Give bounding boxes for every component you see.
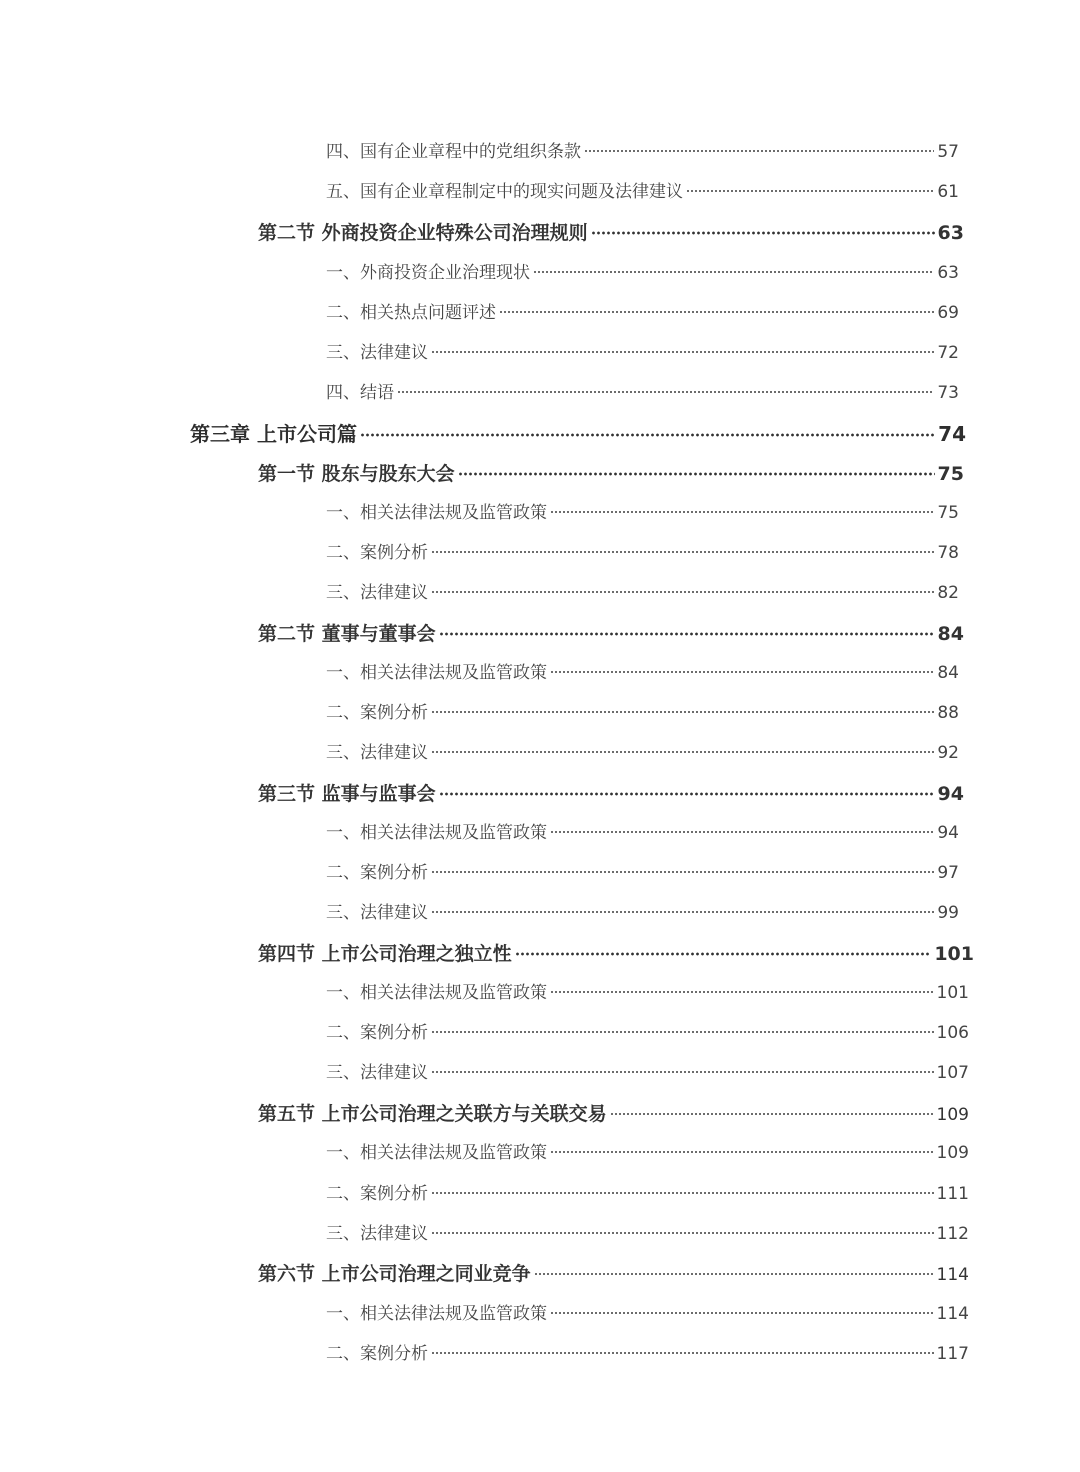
toc-entry-page: 107 <box>936 1063 969 1083</box>
dot-leader <box>431 1191 934 1195</box>
toc-entry-title: 三、法律建议 <box>326 343 428 363</box>
toc-section-page: 84 <box>937 623 964 645</box>
dot-leader <box>534 1272 934 1276</box>
toc-entry-title: 四、结语 <box>326 383 394 403</box>
dot-leader <box>431 1231 934 1235</box>
toc-section[interactable] <box>258 459 964 489</box>
toc-entry-page: 117 <box>936 1344 969 1364</box>
toc-entry[interactable] <box>326 1219 969 1249</box>
toc-entry[interactable] <box>326 1179 969 1209</box>
toc-entry-page: 94 <box>937 823 959 843</box>
toc-entry-title: 一、相关法律法规及监管政策 <box>326 1143 547 1163</box>
dot-leader <box>431 1351 934 1355</box>
toc-entry-title: 一、外商投资企业治理现状 <box>326 263 530 283</box>
toc-section-page: 63 <box>937 222 964 244</box>
dot-leader <box>550 830 934 834</box>
toc-entry-title: 三、法律建议 <box>326 1063 428 1083</box>
dot-leader <box>431 710 934 714</box>
toc-entry[interactable] <box>326 1138 969 1168</box>
dot-leader <box>431 550 934 554</box>
toc-entry-page: 63 <box>937 263 959 283</box>
dot-leader <box>550 990 934 994</box>
dot-leader <box>550 1150 934 1154</box>
toc-section[interactable] <box>258 1259 969 1289</box>
toc-section-title: 第三节 监事与监事会 <box>258 783 436 805</box>
toc-section-title: 第二节 董事与董事会 <box>258 623 436 645</box>
dot-leader <box>686 189 934 193</box>
toc-entry-page: 106 <box>936 1023 969 1043</box>
toc-entry-title: 五、国有企业章程制定中的现实问题及法律建议 <box>326 182 683 202</box>
toc-entry-title: 二、案例分析 <box>326 863 428 883</box>
toc-entry[interactable] <box>326 338 959 368</box>
toc-entry-title: 一、相关法律法规及监管政策 <box>326 1304 547 1324</box>
dot-leader <box>550 510 934 514</box>
toc-entry-title: 二、案例分析 <box>326 1344 428 1364</box>
toc-entry-title: 三、法律建议 <box>326 903 428 923</box>
toc-entry[interactable] <box>326 658 959 688</box>
toc-entry-title: 一、相关法律法规及监管政策 <box>326 503 547 523</box>
toc-entry-title: 四、国有企业章程中的党组织条款 <box>326 142 581 162</box>
toc-entry-page: 84 <box>937 663 959 683</box>
toc-entry-title: 二、案例分析 <box>326 1184 428 1204</box>
toc-entry-page: 109 <box>936 1143 969 1163</box>
toc-entry-page: 82 <box>937 583 959 603</box>
toc-entry-title: 三、法律建议 <box>326 583 428 603</box>
toc-section[interactable] <box>258 1099 969 1129</box>
toc-entry-title: 三、法律建议 <box>326 743 428 763</box>
dot-leader <box>431 1070 934 1074</box>
dot-leader <box>515 952 932 956</box>
toc-entry-title: 二、相关热点问题评述 <box>326 303 496 323</box>
toc-chapter-page: 74 <box>938 422 966 446</box>
toc-section-title: 第二节 外商投资企业特殊公司治理规则 <box>258 222 588 244</box>
dot-leader <box>439 792 935 796</box>
dot-leader <box>431 1030 934 1034</box>
toc-section-title: 第五节 上市公司治理之关联方与关联交易 <box>258 1103 607 1125</box>
toc-entry[interactable] <box>326 1339 969 1369</box>
toc-section-page: 109 <box>936 1105 969 1125</box>
toc-section-title: 第四节 上市公司治理之独立性 <box>258 943 512 965</box>
toc-entry[interactable] <box>326 1058 969 1088</box>
dot-leader <box>550 1311 934 1315</box>
dot-leader <box>499 310 934 314</box>
toc-entry-page: 92 <box>937 743 959 763</box>
toc-entry[interactable] <box>326 698 959 728</box>
toc-entry[interactable] <box>326 177 959 207</box>
dot-leader <box>431 350 934 354</box>
dot-leader <box>431 590 934 594</box>
dot-leader <box>533 270 934 274</box>
dot-leader <box>397 390 934 394</box>
dot-leader <box>458 472 935 476</box>
toc-entry[interactable] <box>326 578 959 608</box>
toc-entry-title: 二、案例分析 <box>326 703 428 723</box>
toc-section-page: 75 <box>937 463 964 485</box>
toc-section-title: 第一节 股东与股东大会 <box>258 463 455 485</box>
toc-entry-page: 72 <box>937 343 959 363</box>
toc-entry[interactable] <box>326 978 969 1008</box>
toc-entry[interactable] <box>326 298 959 328</box>
toc-entry[interactable] <box>326 137 959 167</box>
toc-entry-page: 88 <box>937 703 959 723</box>
toc-chapter-title: 第三章 上市公司篇 <box>190 422 357 446</box>
toc-entry-page: 101 <box>936 983 969 1003</box>
toc-entry-page: 69 <box>937 303 959 323</box>
toc-section-page: 94 <box>937 783 964 805</box>
toc-entry[interactable] <box>326 818 959 848</box>
toc-entry[interactable] <box>326 498 959 528</box>
toc-entry-title: 三、法律建议 <box>326 1224 428 1244</box>
toc-entry-page: 112 <box>936 1224 969 1244</box>
toc-entry[interactable] <box>326 538 959 568</box>
toc-entry-page: 73 <box>937 383 959 403</box>
dot-leader <box>431 870 934 874</box>
dot-leader <box>360 433 935 437</box>
toc-entry-page: 99 <box>937 903 959 923</box>
toc-entry-page: 75 <box>937 503 959 523</box>
toc-chapter[interactable] <box>190 419 966 449</box>
toc-entry-page: 61 <box>937 182 959 202</box>
dot-leader <box>439 632 935 636</box>
toc-entry-title: 一、相关法律法规及监管政策 <box>326 663 547 683</box>
toc-section-title: 第六节 上市公司治理之同业竞争 <box>258 1263 531 1285</box>
toc-section[interactable] <box>258 218 964 248</box>
toc-section-page: 114 <box>936 1265 969 1285</box>
toc-entry-title: 一、相关法律法规及监管政策 <box>326 983 547 1003</box>
dot-leader <box>431 750 934 754</box>
toc-entry[interactable] <box>326 898 959 928</box>
dot-leader <box>431 910 934 914</box>
dot-leader <box>591 231 935 235</box>
toc-entry[interactable] <box>326 258 959 288</box>
dot-leader <box>610 1112 934 1116</box>
toc-section-page: 101 <box>934 943 974 965</box>
dot-leader <box>550 670 934 674</box>
toc-entry[interactable] <box>326 858 959 888</box>
toc-entry-page: 114 <box>936 1304 969 1324</box>
toc-entry-title: 一、相关法律法规及监管政策 <box>326 823 547 843</box>
toc-entry-page: 111 <box>936 1184 969 1204</box>
dot-leader <box>584 149 934 153</box>
toc-entry-page: 57 <box>937 142 959 162</box>
toc-section[interactable] <box>258 779 964 809</box>
toc-entry[interactable] <box>326 1299 969 1329</box>
toc-entry[interactable] <box>326 738 959 768</box>
toc-entry[interactable] <box>326 1018 969 1048</box>
toc-entry-title: 二、案例分析 <box>326 1023 428 1043</box>
toc-entry[interactable] <box>326 378 959 408</box>
toc-entry-title: 二、案例分析 <box>326 543 428 563</box>
toc-entry-page: 78 <box>937 543 959 563</box>
toc-section[interactable] <box>258 939 974 969</box>
toc-section[interactable] <box>258 619 964 649</box>
toc-entry-page: 97 <box>937 863 959 883</box>
